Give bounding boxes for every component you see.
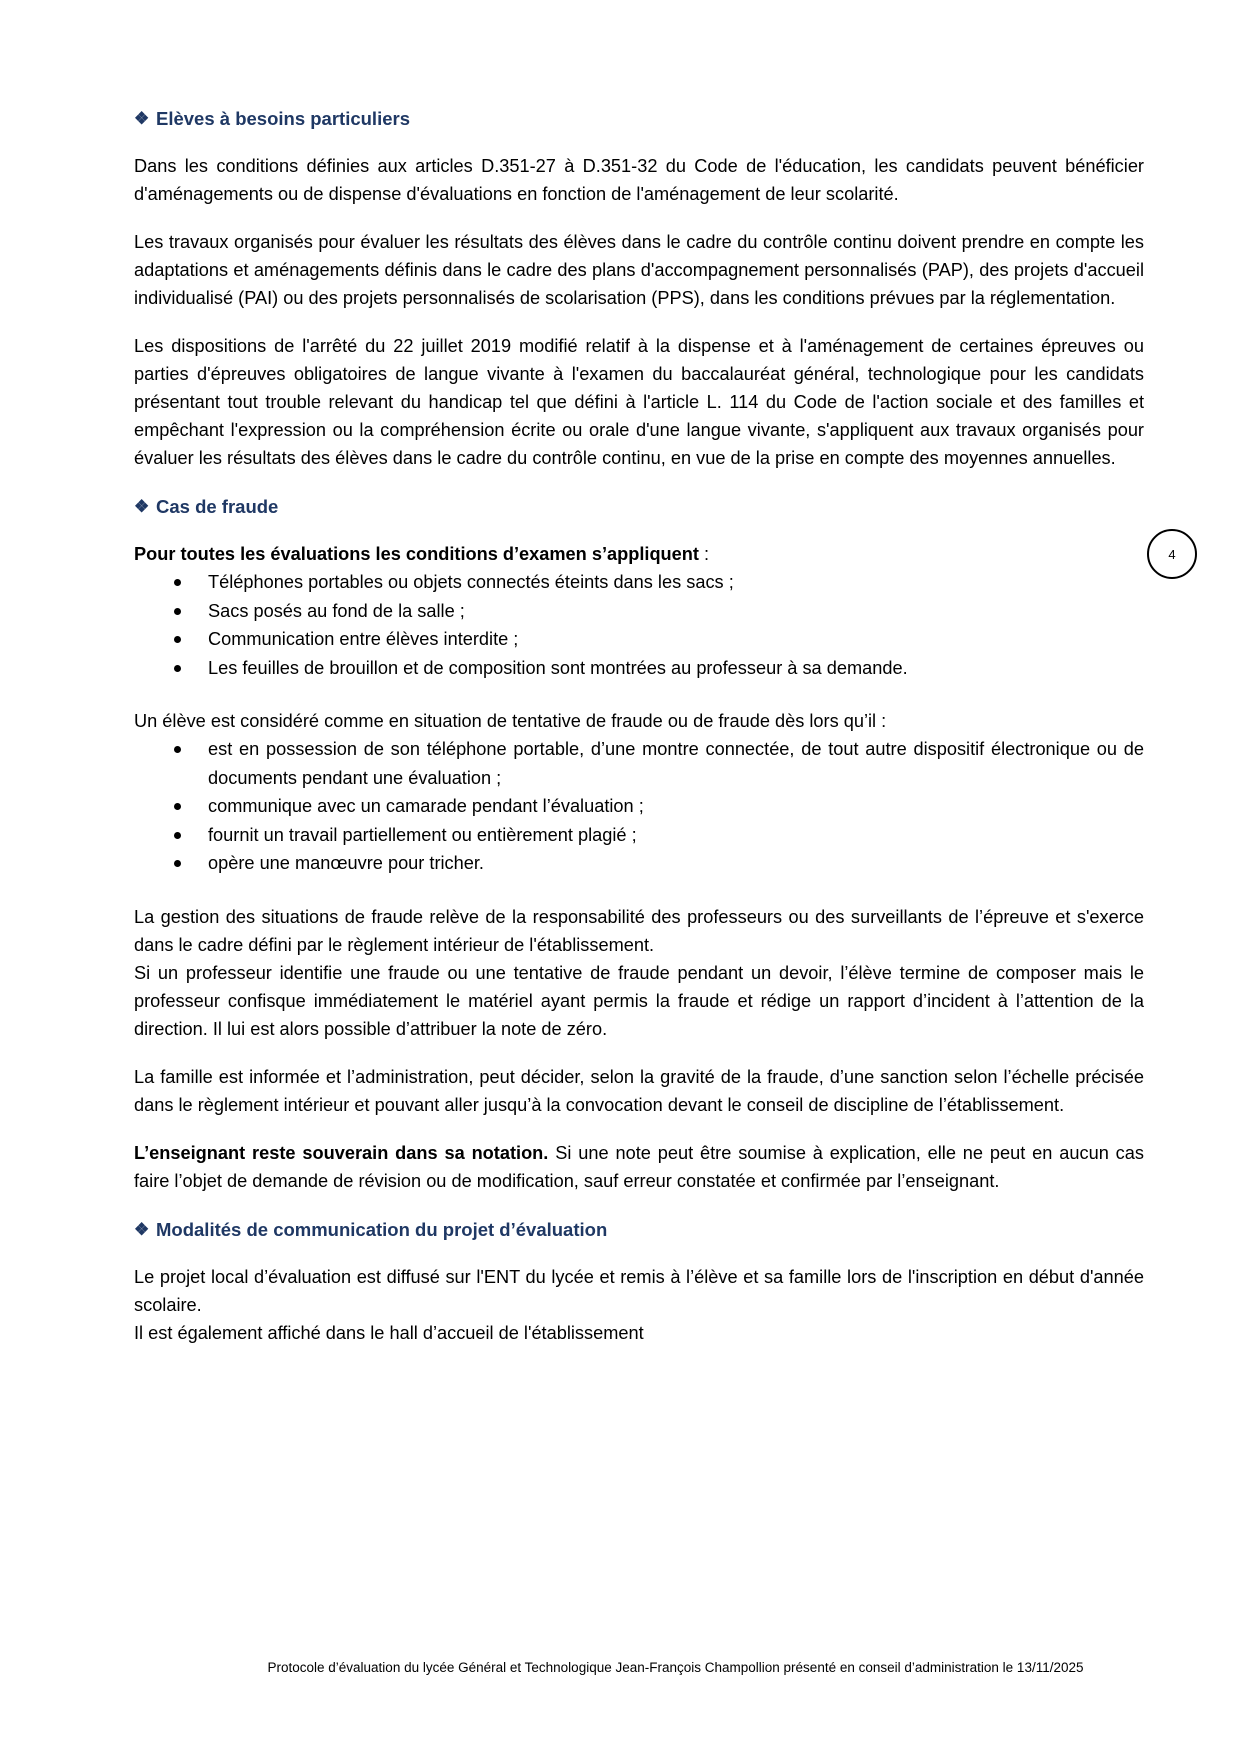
heading-text: Modalités de communication du projet d’évaluation xyxy=(156,1218,608,1240)
page-footer xyxy=(0,1660,1241,1675)
list-item-text: opère une manœuvre pour tricher. xyxy=(208,853,484,873)
page-content xyxy=(134,104,1144,1367)
list-item xyxy=(134,849,1144,878)
footer-text: Protocole d’évaluation du lycée Général et Technologique Jean-François Champollion présenté en conseil d’administration le 13/11/2025 xyxy=(267,1660,1084,1675)
paragraph-souverain xyxy=(134,1139,1144,1195)
situations-list xyxy=(134,735,1144,878)
bullet-dot-icon xyxy=(174,608,181,615)
souverain-bold: L’enseignant reste souverain dans sa notation. xyxy=(134,1142,549,1163)
list-item-text: est en possession de son téléphone portable, d’une montre connectée, de tout autre dispositif électronique ou de documents pendant une évaluation ; xyxy=(208,739,1144,788)
paragraph-professeur: Si un professeur identifie une fraude ou une tentative de fraude pendant un devoir, l’élève termine de composer mais le professeur confisque immédiatement le matériel ayant permis la fraude et rédige un rapport d’incident à l’attention de la direction. Il lui est alors possible d’attribuer la note de zéro. xyxy=(134,962,1144,1039)
bullet-dot-icon xyxy=(174,636,181,643)
conditions-intro-suffix: : xyxy=(698,544,710,564)
page-number-badge xyxy=(1147,529,1197,579)
list-item xyxy=(134,568,1144,597)
list-item xyxy=(134,792,1144,821)
bullet-dot-icon xyxy=(174,579,181,586)
diamond-bullet-icon: ❖ xyxy=(134,109,150,128)
diamond-bullet-icon: ❖ xyxy=(134,1219,150,1239)
paragraph-affichage: Il est également affiché dans le hall d’accueil de l'établissement xyxy=(134,1322,644,1343)
paragraph: Les dispositions de l'arrêté du 22 juillet 2019 modifié relatif à la dispense et à l'aménagement de certaines épreuves ou parties d'épreuves obligatoires de langue vivante à l'examen du baccalauréat général, technologique pour les candidats présentant tout trouble relevant du handicap tel que défini à l'article L. 114 du Code de l'action sociale et des familles et empêchant l'expression ou la compréhension écrite ou orale d'une langue vivante, s'appliquent aux travaux organisés pour évaluer les résultats des élèves dans le cadre du contrôle continu, en vue de la prise en compte des moyennes annuelles. xyxy=(134,336,1144,468)
list-item xyxy=(134,654,1144,683)
bullet-dot-icon xyxy=(174,665,181,672)
bullet-dot-icon xyxy=(174,803,181,810)
situations-intro: Un élève est considéré comme en situation de tentative de fraude ou de fraude dès lors qu’il : xyxy=(134,711,887,731)
list-item-text: Téléphones portables ou objets connectés éteints dans les sacs ; xyxy=(208,572,734,592)
heading-text: Cas de fraude xyxy=(156,496,279,517)
bullet-dot-icon xyxy=(174,860,181,867)
list-item-text: communique avec un camarade pendant l’évaluation ; xyxy=(208,796,644,816)
list-item-text: fournit un travail partiellement ou entièrement plagié ; xyxy=(208,824,637,845)
bullet-dot-icon xyxy=(174,746,181,753)
heading-text: Elèves à besoins particuliers xyxy=(156,108,410,129)
list-item-text: Les feuilles de brouillon et de composition sont montrées au professeur à sa demande. xyxy=(208,657,908,678)
paragraph-gestion: La gestion des situations de fraude relève de la responsabilité des professeurs ou des surveillants de l’épreuve et s'exerce dans le cadre défini par le règlement intérieur de l'établissement. xyxy=(134,906,1144,955)
souverain-rest: Si une note peut être soumise à explication, elle ne peut en aucun cas faire l’objet de demande de révision ou de modification, sauf erreur constatée et confirmée par l’enseignant. xyxy=(134,1142,1144,1191)
list-item xyxy=(134,597,1144,626)
paragraph: Dans les conditions définies aux articles D.351-27 à D.351-32 du Code de l'éducation, les candidats peuvent bénéficier d'aménagements ou de dispense d'évaluations en fonction de l'aménagement de leur scolarité. xyxy=(134,156,1144,204)
section-heading-fraude xyxy=(134,492,1144,521)
list-item-text: Sacs posés au fond de la salle ; xyxy=(208,600,465,621)
diamond-bullet-icon: ❖ xyxy=(134,497,150,516)
conditions-intro-bold: Pour toutes les évaluations les conditions d’examen s’appliquent xyxy=(134,544,699,564)
section-heading-communication xyxy=(134,1215,1144,1244)
paragraph-diffusion: Le projet local d’évaluation est diffusé sur l'ENT du lycée et remis à l’élève et sa famille lors de l'inscription en début d'année scolaire. xyxy=(134,1266,1144,1315)
section-heading-eleves xyxy=(134,104,1144,133)
bullet-dot-icon xyxy=(174,832,181,839)
list-item xyxy=(134,735,1144,792)
page-number: 4 xyxy=(1168,546,1176,562)
paragraph-famille: La famille est informée et l’administration, peut décider, selon la gravité de la fraude, d’une sanction selon l’échelle précisée dans le règlement intérieur et pouvant aller jusqu’à la convocation devant le conseil de discipline de l’établissement. xyxy=(134,1066,1144,1115)
list-item-text: Communication entre élèves interdite ; xyxy=(208,629,519,649)
conditions-list xyxy=(134,568,1144,682)
conditions-intro xyxy=(134,540,1144,568)
list-item xyxy=(134,625,1144,654)
list-item xyxy=(134,821,1144,850)
paragraph: Les travaux organisés pour évaluer les résultats des élèves dans le cadre du contrôle continu doivent prendre en compte les adaptations et aménagements définis dans le cadre des plans d'accompagnement personnalisés (PAP), des projets d'accueil individualisé (PAI) ou des projets personnalisés de scolarisation (PPS), dans les conditions prévues par la réglementation. xyxy=(134,232,1144,308)
